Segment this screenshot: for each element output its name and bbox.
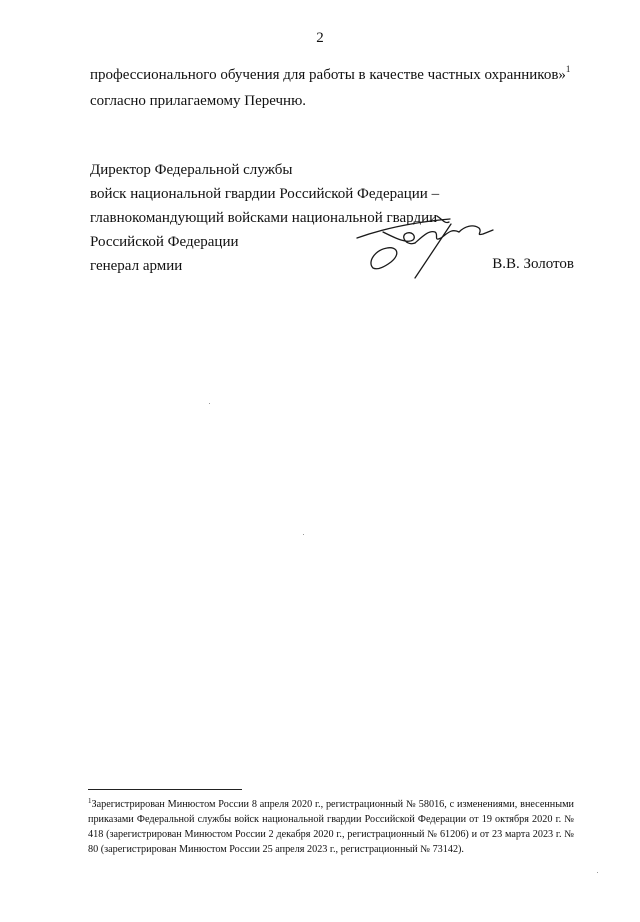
scan-speck [209,403,210,404]
page-number: 2 [316,30,324,46]
body-text-line-1-text: профессионального обучения для работы в качестве частных охранников» [90,67,566,83]
signer-title-line-3: главнокомандующий войсками национальной гвардии [90,210,438,226]
body-text-line-1 [90,65,590,85]
scan-speck [597,872,598,873]
footnote-reference-mark: 1 [565,64,571,74]
signer-title-line-2: войск национальной гвардии Российской Федерации – [90,186,440,202]
signer-title-line-1: Директор Федеральной службы [90,162,293,178]
signer-title-line-4: Российской Федерации [90,234,239,250]
footnote [88,797,574,857]
handwritten-signature [355,210,495,282]
footnote-text: Зарегистрирован Минюстом России 8 апреля 2020 г., регистрационный № 58016, с изменениями, внесенными приказами Федеральной службы войск национальной гвардии Российской Федерации от 19 октября 2020 г. № 418 (зарегистрирован Минюстом России 2 декабря 2020 г., регистрационный № 61206) и от 23 марта 2023 г. № 80 (зарегистрирован Минюстом России 25 апреля 2023 г., регистрационный № 73142). [88,799,574,855]
scan-speck [303,534,304,535]
signer-name: В.В. Золотов [492,256,574,272]
body-text-line-2: согласно прилагаемому Перечню. [90,93,307,109]
footnote-divider [88,789,242,790]
signer-rank: генерал армии [90,258,183,274]
footnote-mark: 1 [88,797,92,805]
